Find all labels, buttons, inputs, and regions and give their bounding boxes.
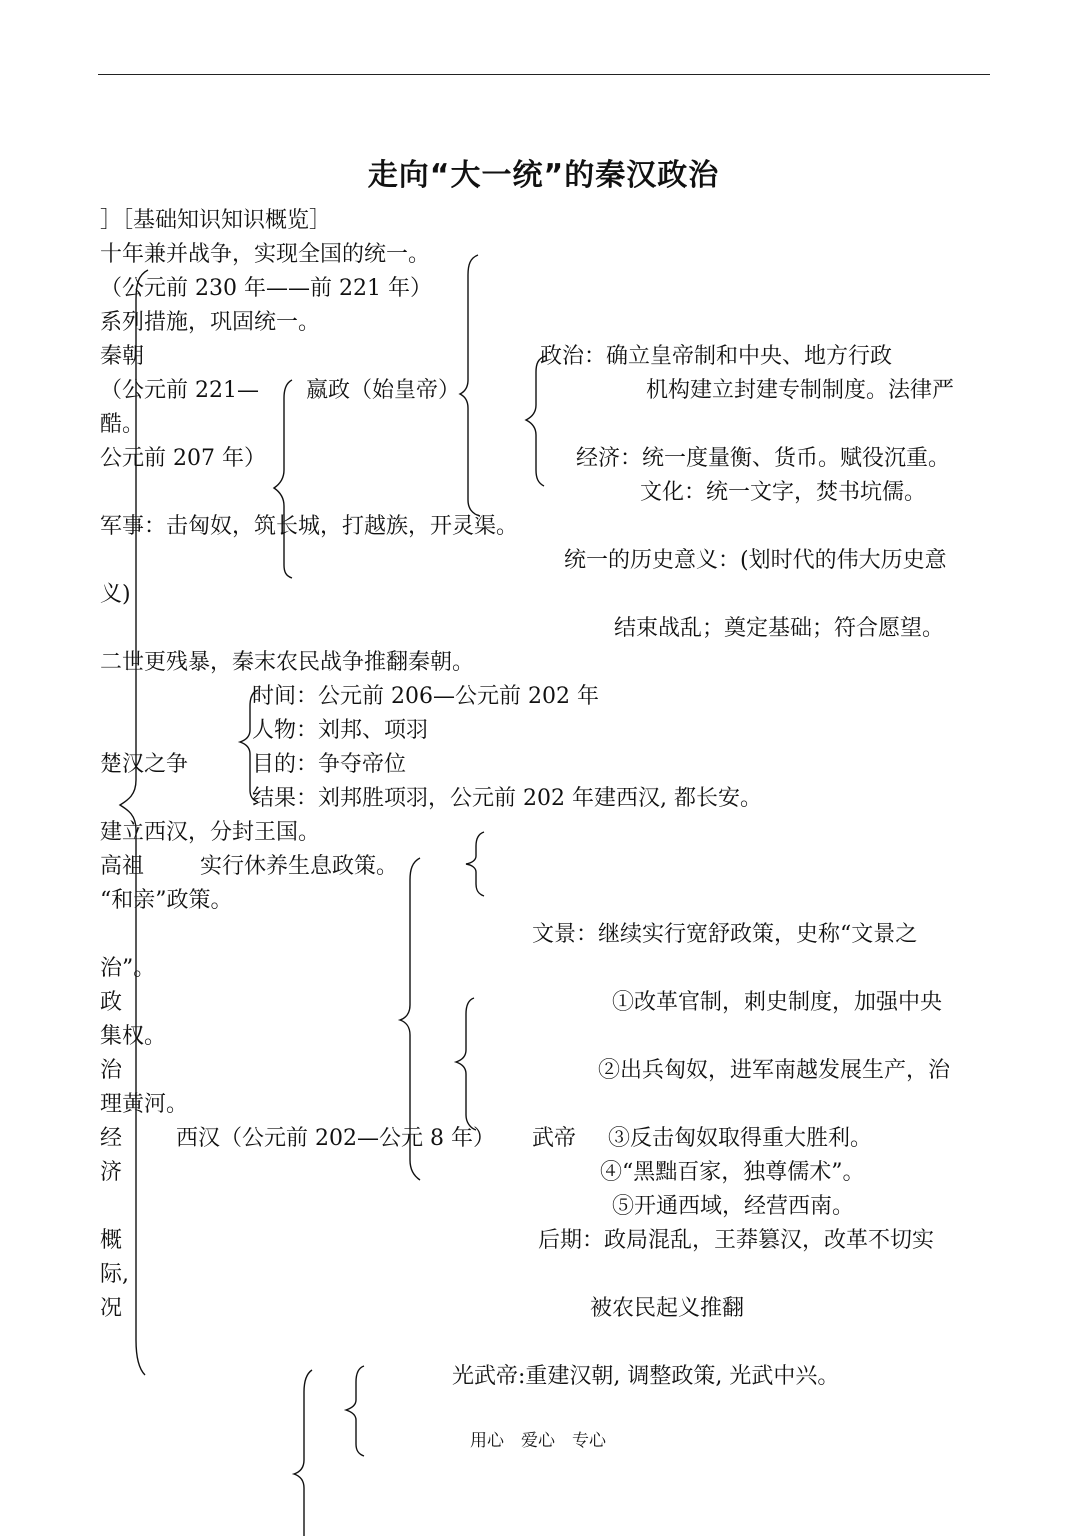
gaozu-brace [466, 832, 484, 896]
header-rule [98, 74, 990, 75]
text-line: 嬴政（始皇帝） [306, 378, 461, 403]
text-line: （公元前 230 年——前 221 年） [100, 276, 432, 301]
text-line: 系列措施，巩固统一。 [100, 310, 321, 335]
text-line: 被农民起义推翻 [590, 1296, 745, 1321]
text-line: ③反击匈奴取得重大胜利。 [608, 1126, 873, 1151]
text-line: 酷。 [100, 412, 145, 437]
text-line: 后期：政局混乱，王莽篡汉，改革不切实 [538, 1228, 935, 1253]
text-line: 际, [100, 1262, 129, 1287]
text-line: 西汉（公元前 202—公元 8 年） [176, 1126, 495, 1151]
text-line: 实行休养生息政策。 [200, 854, 399, 879]
text-line: 文景：继续实行宽舒政策，史称“文景之 [532, 922, 918, 947]
page-title: 走向“大一统”的秦汉政治 [367, 158, 720, 193]
text-line: 况 [100, 1296, 123, 1321]
text-line: 高祖 [100, 854, 145, 879]
text-line: 光武帝:重建汉朝, 调整政策, 光武中兴。 [452, 1364, 840, 1389]
text-line: （公元前 221— [100, 378, 259, 403]
text-line: 治”。 [100, 956, 156, 981]
text-line: 结果：刘邦胜项羽，公元前 202 年建西汉, 都长安。 [252, 786, 762, 811]
text-line: 秦朝 [100, 344, 145, 369]
text-line: 武帝 [532, 1126, 577, 1151]
text-line: ⑤开通西域，经营西南。 [612, 1194, 855, 1219]
text-line: 济 [100, 1160, 123, 1185]
text-line: 经济：统一度量衡、货币。赋役沉重。 [576, 446, 951, 471]
page-footer: 用心 爱心 专心 [470, 1431, 606, 1451]
text-line: 政 [100, 990, 123, 1015]
text-line: “和亲”政策。 [100, 888, 233, 913]
text-line: 军事：击匈奴，筑长城，打越族，开灵渠。 [100, 514, 519, 539]
qin-emperor-brace [274, 380, 292, 578]
text-line: 二世更残暴，秦末农民战争推翻秦朝。 [100, 650, 475, 675]
guangwu-brace [346, 1366, 364, 1456]
text-line: 经 [100, 1126, 123, 1151]
text-line: 建立西汉，分封王国。 [100, 820, 321, 845]
text-line: 时间：公元前 206—公元前 202 年 [252, 684, 599, 709]
qin-brace [460, 255, 480, 516]
text-line: 概 [100, 1228, 123, 1253]
text-line: 目的：争夺帝位 [252, 752, 407, 777]
text-line: 楚汉之争 [100, 752, 189, 777]
policy-brace [526, 356, 546, 486]
wudi-brace [456, 998, 476, 1130]
section-heading: ］［基础知识知识概览］ [100, 208, 332, 233]
text-line: ②出兵匈奴，进军南越发展生产，治 [598, 1058, 951, 1083]
text-line: 人物：刘邦、项羽 [252, 718, 429, 743]
text-line: 机构建立封建专制制度。法律严 [646, 378, 955, 403]
text-line: 文化：统一文字，焚书坑儒。 [640, 480, 927, 505]
text-line: 治 [100, 1058, 123, 1083]
text-line: 政治：确立皇帝制和中央、地方行政 [540, 344, 893, 369]
text-line: 十年兼并战争，实现全国的统一。 [100, 242, 431, 267]
text-line: 理黄河。 [100, 1092, 189, 1117]
text-line: 义) [100, 582, 131, 607]
text-line: 结束战乱；奠定基础；符合愿望。 [614, 616, 945, 641]
text-line: 统一的历史意义：(划时代的伟大历史意 [564, 548, 947, 573]
text-line: ①改革官制，刺史制度，加强中央 [612, 990, 943, 1015]
text-line: 公元前 207 年） [100, 446, 266, 471]
text-line: 集权。 [100, 1024, 167, 1049]
eastern-han-brace [294, 1370, 312, 1536]
text-line: ④“黑黜百家，独尊儒术”。 [600, 1160, 865, 1185]
